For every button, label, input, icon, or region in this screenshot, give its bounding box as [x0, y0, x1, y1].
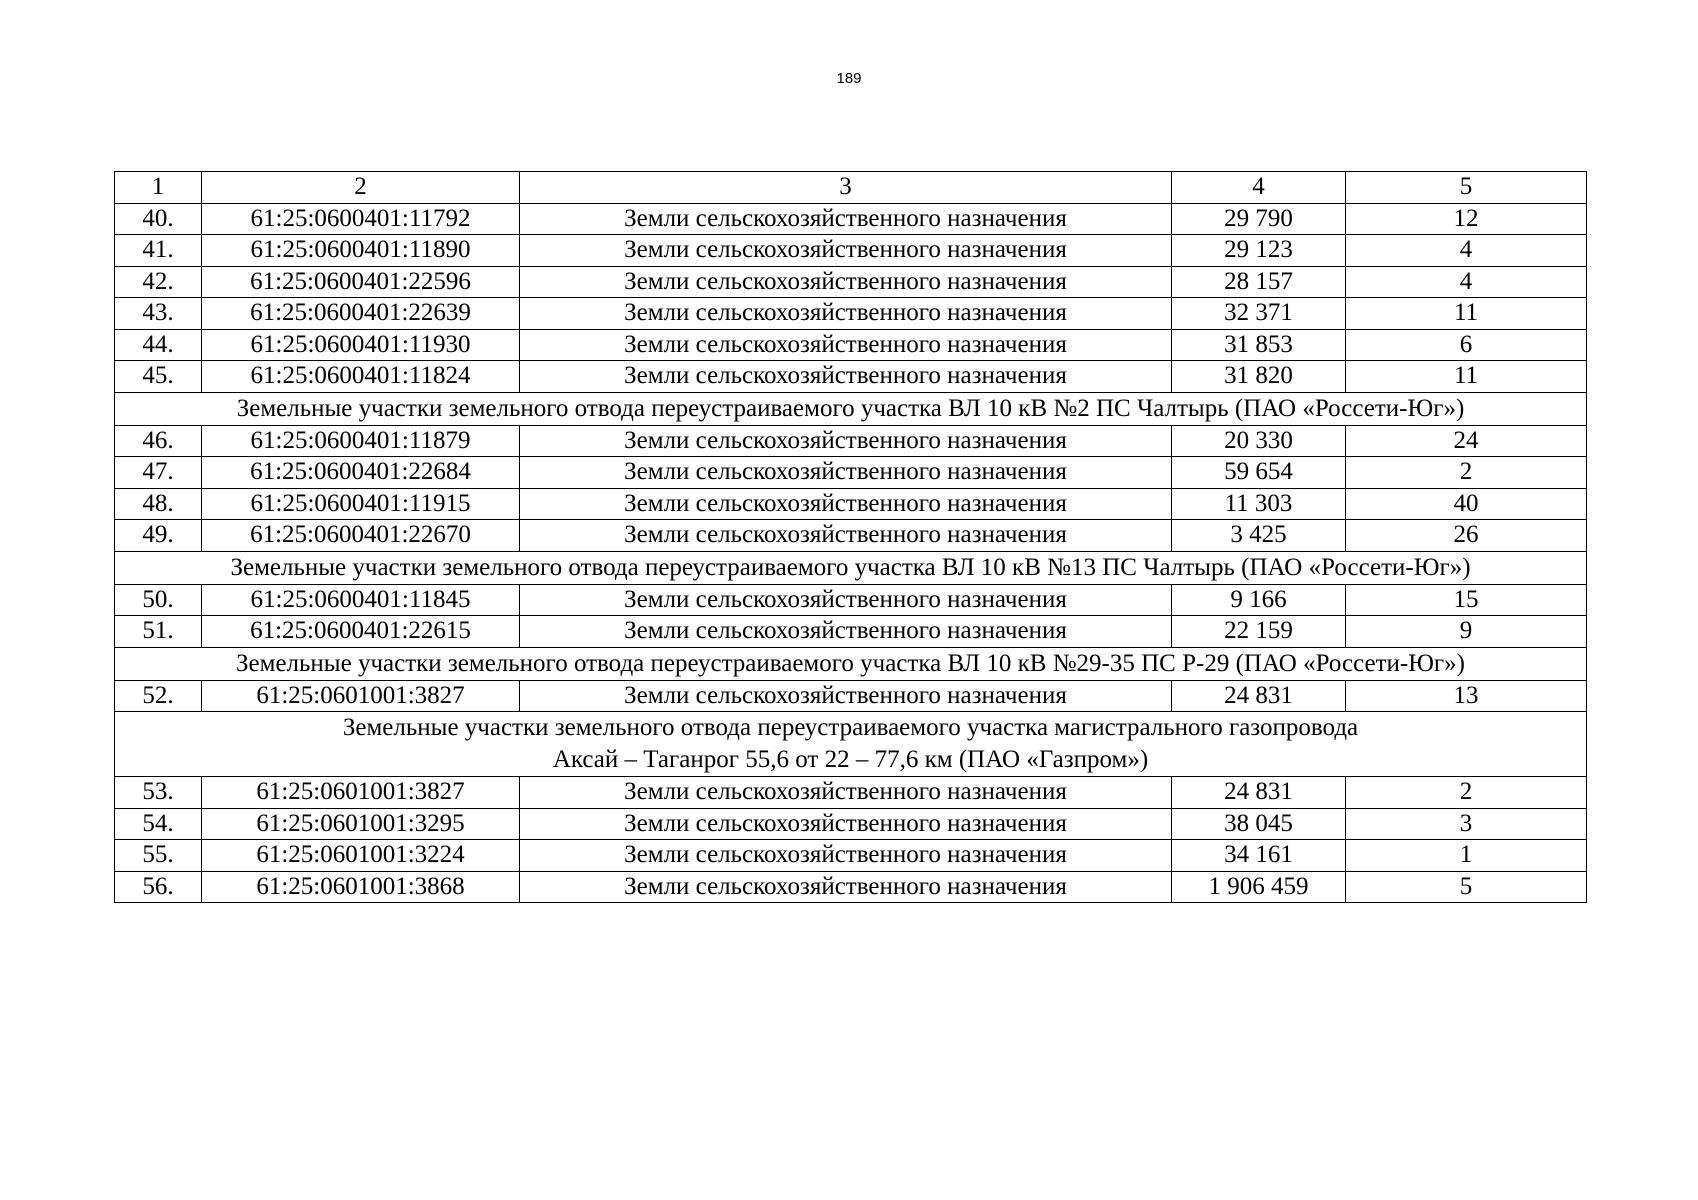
area-cell: 11 303 [1172, 488, 1346, 520]
section-header-line: Земельные участки земельного отвода переустраиваемого участка ВЛ 10 кВ №2 ПС Чалтырь (ПАО «Россети-Юг») [236, 394, 1465, 422]
count-cell: 11 [1346, 298, 1587, 330]
section-header-row [115, 551, 1587, 584]
section-header-row [115, 647, 1587, 680]
section-header-row [115, 392, 1587, 425]
table-row [115, 457, 1587, 489]
section-header-cell [115, 647, 1587, 680]
area-cell: 22 159 [1172, 616, 1346, 648]
land-category-cell: Земли сельскохозяйственного назначения [520, 298, 1172, 330]
cadastral-number-cell: 61:25:0600401:22615 [202, 616, 520, 648]
land-category-cell: Земли сельскохозяйственного назначения [520, 361, 1172, 393]
table-row [115, 266, 1587, 298]
cadastral-number-cell: 61:25:0600401:11845 [202, 584, 520, 616]
cadastral-number-cell: 61:25:0600401:22639 [202, 298, 520, 330]
table-row [115, 235, 1587, 267]
count-cell: 40 [1346, 488, 1587, 520]
section-header-row [115, 712, 1587, 777]
section-header-line: Земельные участки земельного отвода переустраиваемого участка магистрального газопровода [342, 714, 1359, 741]
table-body [115, 172, 1587, 903]
area-cell: 31 853 [1172, 329, 1346, 361]
cadastral-number-cell: 61:25:0600401:11792 [202, 203, 520, 235]
area-cell: 31 820 [1172, 361, 1346, 393]
land-category-cell: Земли сельскохозяйственного назначения [520, 840, 1172, 872]
count-cell: 2 [1346, 777, 1587, 809]
row-number-cell: 54. [115, 808, 202, 840]
cadastral-number-cell: 61:25:0601001:3295 [202, 808, 520, 840]
cadastral-number-cell: 61:25:0601001:3827 [202, 680, 520, 712]
count-cell: 5 [1346, 871, 1587, 903]
count-cell: 12 [1346, 203, 1587, 235]
row-number-cell: 51. [115, 616, 202, 648]
count-cell: 4 [1346, 235, 1587, 267]
row-number-cell: 41. [115, 235, 202, 267]
land-category-cell: Земли сельскохозяйственного назначения [520, 235, 1172, 267]
table-row [115, 616, 1587, 648]
area-cell: 9 166 [1172, 584, 1346, 616]
table-row [115, 329, 1587, 361]
row-number-cell: 46. [115, 425, 202, 457]
count-cell: 26 [1346, 520, 1587, 552]
table-row [115, 203, 1587, 235]
land-category-cell: Земли сельскохозяйственного назначения [520, 329, 1172, 361]
land-category-cell: Земли сельскохозяйственного назначения [520, 616, 1172, 648]
land-category-cell: Земли сельскохозяйственного назначения [520, 425, 1172, 457]
row-number-cell: 53. [115, 777, 202, 809]
table-row [115, 361, 1587, 393]
row-number-cell: 42. [115, 266, 202, 298]
row-number-cell: 44. [115, 329, 202, 361]
land-category-cell: Земли сельскохозяйственного назначения [520, 203, 1172, 235]
cadastral-number-cell: 61:25:0600401:11879 [202, 425, 520, 457]
table-row [115, 777, 1587, 809]
area-cell: 59 654 [1172, 457, 1346, 489]
row-number-cell: 50. [115, 584, 202, 616]
area-cell: 38 045 [1172, 808, 1346, 840]
section-header-line: Аксай – Таганрог 55,6 от 22 – 77,6 км (ПАО «Газпром») [552, 746, 1149, 773]
cadastral-number-cell: 61:25:0600401:11824 [202, 361, 520, 393]
land-category-cell: Земли сельскохозяйственного назначения [520, 266, 1172, 298]
row-number-cell: 40. [115, 203, 202, 235]
area-cell: 24 831 [1172, 777, 1346, 809]
column-number-2: 2 [202, 172, 520, 204]
table-row [115, 680, 1587, 712]
cadastral-number-cell: 61:25:0600401:11890 [202, 235, 520, 267]
count-cell: 11 [1346, 361, 1587, 393]
table-header-row [115, 172, 1587, 204]
land-category-cell: Земли сельскохозяйственного назначения [520, 680, 1172, 712]
count-cell: 13 [1346, 680, 1587, 712]
area-cell: 32 371 [1172, 298, 1346, 330]
page-number: 189 [836, 70, 862, 87]
row-number-cell: 45. [115, 361, 202, 393]
cadastral-number-cell: 61:25:0600401:22684 [202, 457, 520, 489]
table-row [115, 520, 1587, 552]
count-cell: 24 [1346, 425, 1587, 457]
section-header-cell [115, 712, 1587, 777]
row-number-cell: 52. [115, 680, 202, 712]
row-number-cell: 47. [115, 457, 202, 489]
area-cell: 29 123 [1172, 235, 1346, 267]
section-header-line: Земельные участки земельного отвода переустраиваемого участка ВЛ 10 кВ №29-35 ПС Р-29 (ПАО «Россети-Юг») [236, 649, 1465, 677]
cadastral-number-cell: 61:25:0601001:3224 [202, 840, 520, 872]
area-cell: 3 425 [1172, 520, 1346, 552]
count-cell: 1 [1346, 840, 1587, 872]
land-category-cell: Земли сельскохозяйственного назначения [520, 520, 1172, 552]
land-category-cell: Земли сельскохозяйственного назначения [520, 871, 1172, 903]
cadastral-number-cell: 61:25:0600401:22596 [202, 266, 520, 298]
column-number-1: 1 [115, 172, 202, 204]
count-cell: 2 [1346, 457, 1587, 489]
area-cell: 24 831 [1172, 680, 1346, 712]
land-category-cell: Земли сельскохозяйственного назначения [520, 488, 1172, 520]
cadastral-number-cell: 61:25:0600401:11930 [202, 329, 520, 361]
column-number-3: 3 [520, 172, 1172, 204]
table-row [115, 425, 1587, 457]
column-number-5: 5 [1346, 172, 1587, 204]
table-row [115, 808, 1587, 840]
count-cell: 9 [1346, 616, 1587, 648]
row-number-cell: 49. [115, 520, 202, 552]
count-cell: 3 [1346, 808, 1587, 840]
cadastral-number-cell: 61:25:0601001:3868 [202, 871, 520, 903]
cadastral-number-cell: 61:25:0600401:11915 [202, 488, 520, 520]
row-number-cell: 48. [115, 488, 202, 520]
section-header-line: Земельные участки земельного отвода переустраиваемого участка ВЛ 10 кВ №13 ПС Чалтырь (ПАО «Россети-Юг») [230, 553, 1471, 581]
area-cell: 20 330 [1172, 425, 1346, 457]
count-cell: 4 [1346, 266, 1587, 298]
table-row [115, 298, 1587, 330]
table-row [115, 488, 1587, 520]
table-row [115, 871, 1587, 903]
count-cell: 6 [1346, 329, 1587, 361]
area-cell: 28 157 [1172, 266, 1346, 298]
table-row [115, 584, 1587, 616]
land-plots-table [114, 171, 1587, 903]
cadastral-number-cell: 61:25:0600401:22670 [202, 520, 520, 552]
column-number-4: 4 [1172, 172, 1346, 204]
land-category-cell: Земли сельскохозяйственного назначения [520, 808, 1172, 840]
row-number-cell: 56. [115, 871, 202, 903]
row-number-cell: 55. [115, 840, 202, 872]
area-cell: 34 161 [1172, 840, 1346, 872]
count-cell: 15 [1346, 584, 1587, 616]
area-cell: 1 906 459 [1172, 871, 1346, 903]
land-category-cell: Земли сельскохозяйственного назначения [520, 584, 1172, 616]
section-header-cell [115, 392, 1587, 425]
row-number-cell: 43. [115, 298, 202, 330]
land-category-cell: Земли сельскохозяйственного назначения [520, 777, 1172, 809]
section-header-cell [115, 551, 1587, 584]
cadastral-number-cell: 61:25:0601001:3827 [202, 777, 520, 809]
table-row [115, 840, 1587, 872]
land-category-cell: Земли сельскохозяйственного назначения [520, 457, 1172, 489]
area-cell: 29 790 [1172, 203, 1346, 235]
